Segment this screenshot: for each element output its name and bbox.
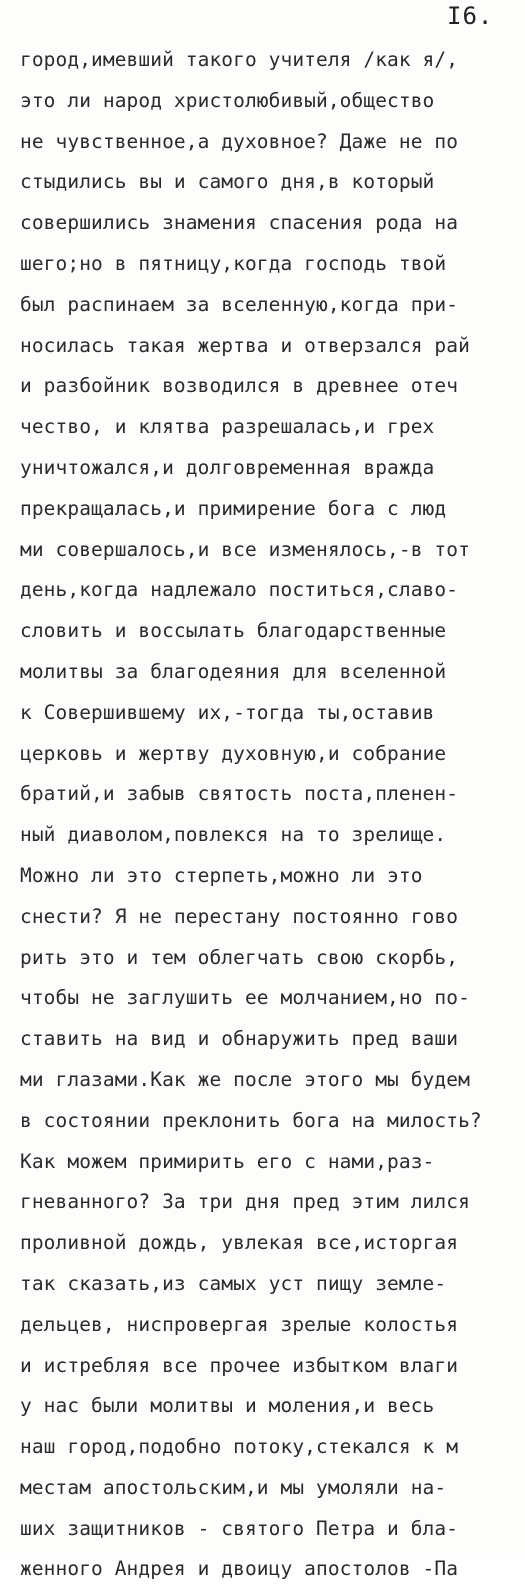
text-line: прекращалась,и примирение бога с люд xyxy=(20,496,447,520)
text-line: это ли народ христолюбивый,общество xyxy=(20,88,435,112)
text-line: чество, и клятва разрешалась,и грех xyxy=(20,415,435,439)
text-line: словить и воссылать благодарственные xyxy=(20,619,447,643)
text-line: был распинаем за вселенную,когда при- xyxy=(20,292,459,316)
text-line: чтобы не заглушить ее молчанием,но по- xyxy=(20,986,470,1010)
text-line: так сказать,из самых уст пищу земле- xyxy=(20,1271,447,1295)
page-number: I6. xyxy=(447,2,494,30)
text-line: Как можем примирить его с нами,раз- xyxy=(20,1149,435,1173)
text-line: дельцев, ниспровергая зрелые колостья xyxy=(20,1312,459,1336)
text-line: местам апостольским,и мы умоляли на- xyxy=(20,1475,447,1499)
text-line: город,имевший такого учителя /как я/, xyxy=(20,48,459,71)
text-line: и разбойник возводился в древнее отеч xyxy=(20,374,459,398)
text-line: рить это и тем облегчать свою скорбь, xyxy=(20,945,459,969)
text-line: ших защитников - святого Петра и бла- xyxy=(20,1516,459,1540)
text-line: наш город,подобно потоку,стекался к м xyxy=(20,1435,459,1459)
text-line: ный диаволом,повлекся на то зрелище. xyxy=(20,823,447,847)
text-line: гневанного? За три дня пред этим лился xyxy=(20,1190,470,1214)
text-line: и истребляя все прочее избытком влаги xyxy=(20,1353,459,1377)
text-line: Можно ли это стерпеть,можно ли это xyxy=(20,863,423,887)
text-line: к Совершившему их,-тогда ты,оставив xyxy=(20,700,435,724)
text-line: носилась такая жертва и отверзался рай xyxy=(20,333,470,357)
typewritten-text xyxy=(20,40,520,1590)
text-line: снести? Я не перестану постоянно гово xyxy=(20,904,459,928)
text-line: в состоянии преклонить бога на милость? xyxy=(20,1108,482,1132)
text-line: не чувственное,а духовное? Даже не по xyxy=(20,129,459,153)
text-line: молитвы за благодеяния для вселенной xyxy=(20,659,447,683)
text-line: день,когда надлежало поститься,славо- xyxy=(20,578,459,602)
text-line: проливной дождь, увлекая все,исторгая xyxy=(20,1231,459,1255)
text-line: ми совершалось,и все изменялось,-в тот xyxy=(20,537,470,561)
text-line: ставить на вид и обнаружить пред ваши xyxy=(20,1027,459,1051)
text-line: шего;но в пятницу,когда господь твой xyxy=(20,251,447,275)
text-line: уничтожался,и долговременная вражда xyxy=(20,455,435,479)
text-line: стыдились вы и самого дня,в который xyxy=(20,170,435,194)
text-line: женного Андрея и двоицу апостолов -Па xyxy=(20,1557,459,1581)
text-line: у нас были молитвы и моления,и весь xyxy=(20,1394,435,1418)
text-line: совершились знамения спасения рода на xyxy=(20,211,459,235)
text-line: церковь и жертву духовную,и собрание xyxy=(20,741,447,765)
text-line: ми глазами.Как же после этого мы будем xyxy=(20,1067,470,1091)
text-line: братий,и забыв святость поста,пленен- xyxy=(20,782,459,806)
